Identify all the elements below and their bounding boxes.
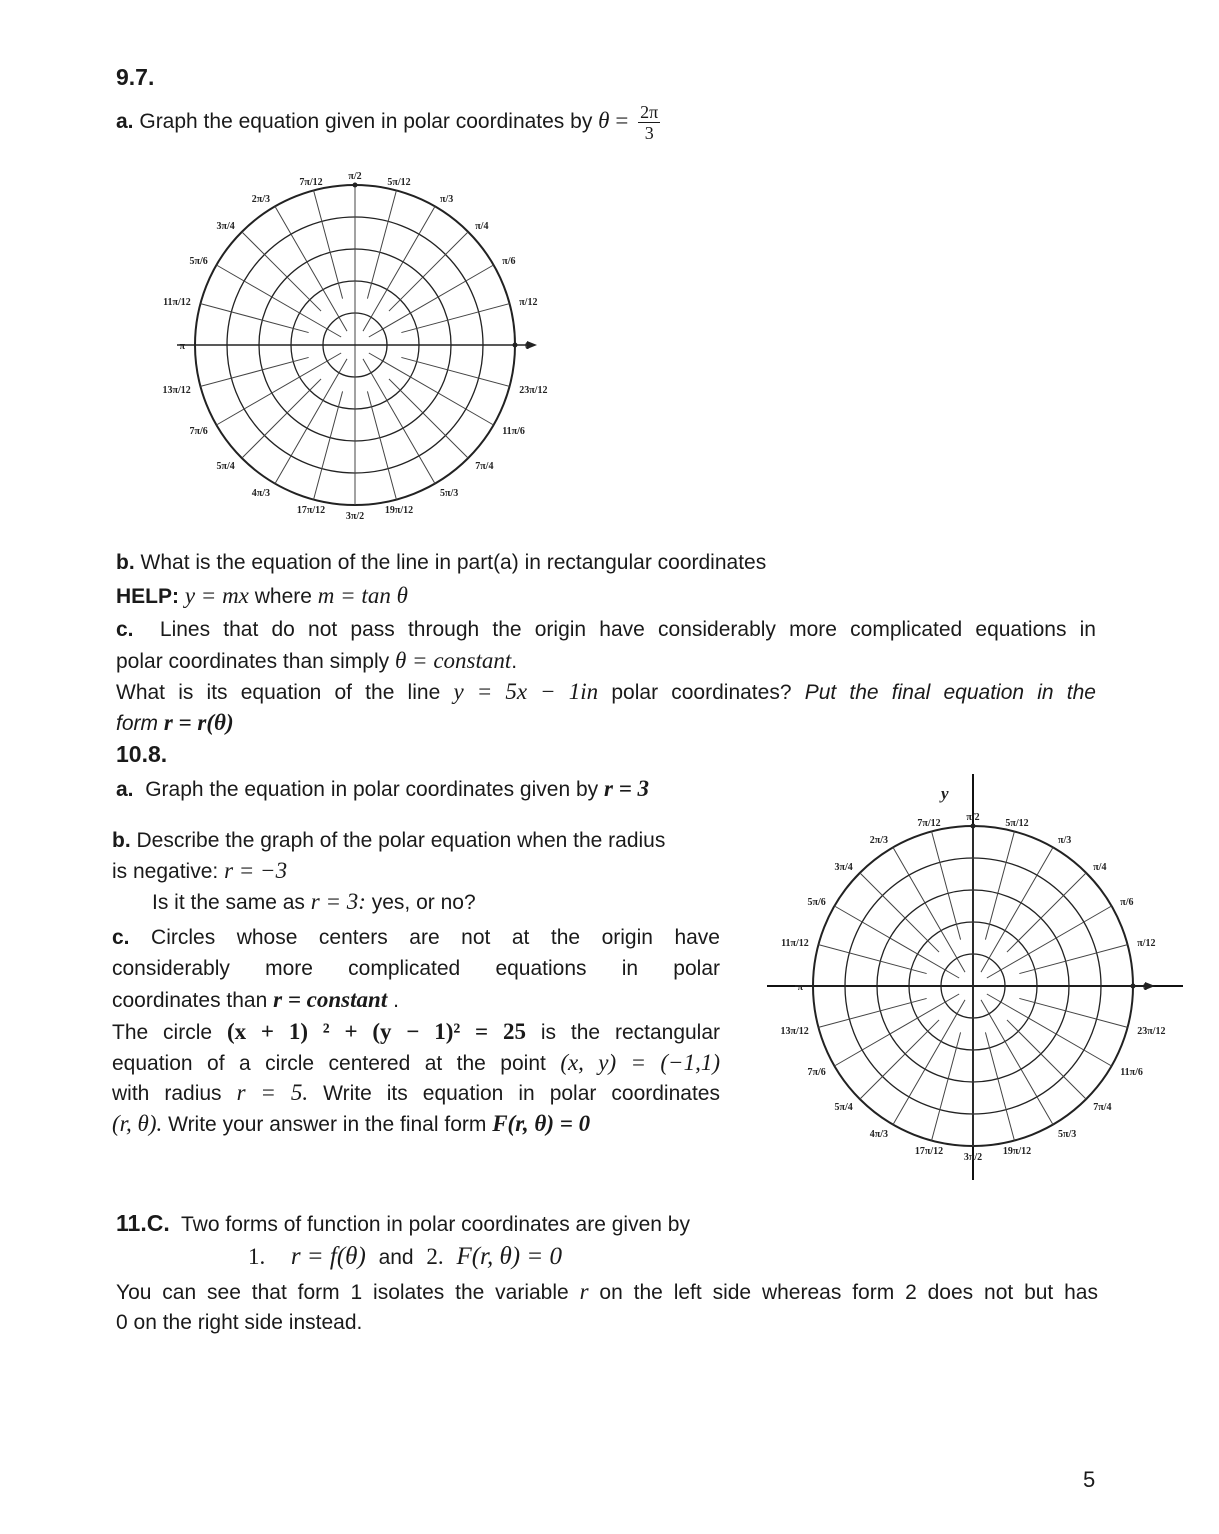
grid-radial-line	[860, 1020, 939, 1099]
p97-c-q4: form	[116, 712, 158, 735]
grid-zero-dot	[1131, 984, 1136, 989]
angle-label: 11π/12	[163, 297, 191, 309]
p108-c-circle2: is the rectangular	[540, 1021, 721, 1044]
angle-label: π/3	[1058, 834, 1072, 846]
p108-part-b-line3	[152, 886, 476, 918]
angle-label: π/2	[966, 812, 980, 823]
p97-a-fraction	[638, 102, 660, 143]
p108-c-line4a: Write your answer in the final form	[168, 1113, 487, 1136]
p108-c-text1: Circles whose centers are not at the origin have	[151, 926, 720, 949]
p108-c-line2-eq: (x, y) = (−1,1)	[560, 1050, 720, 1075]
p11-and: and	[378, 1246, 414, 1269]
angle-label: 7π/12	[917, 817, 941, 829]
angle-label: π/4	[1093, 861, 1107, 873]
angle-label: π/4	[475, 220, 489, 232]
grid-radial-line	[367, 190, 396, 298]
grid-radial-line	[818, 998, 926, 1027]
p97-b-text: What is the equation of the line in part(a) in rectangular coordinates	[140, 551, 767, 574]
grid-top-dot	[971, 824, 976, 829]
angle-label: 5π/12	[387, 176, 411, 188]
grid-radial-line	[401, 304, 509, 333]
p11-text1: Two forms of function in polar coordinates are given by	[181, 1213, 690, 1236]
angle-label: 11π/6	[1120, 1067, 1143, 1078]
angle-label: 7π/6	[807, 1067, 826, 1078]
p97-part-c-line3	[116, 676, 1096, 708]
p108-part-c-line5	[112, 1047, 720, 1079]
angle-label: 3π/4	[216, 220, 235, 232]
p11-text2-r: r	[579, 1279, 589, 1304]
p108-b-text2: is negative:	[112, 860, 219, 883]
angle-label: 5π/3	[440, 488, 459, 500]
p108-part-c-line2: considerably more complicated equations in polar	[112, 957, 720, 980]
p108-a-label: a.	[116, 778, 134, 801]
p97-part-c-line2	[116, 645, 517, 677]
angle-label: 23π/12	[519, 384, 548, 396]
p108-part-c-line7	[112, 1108, 590, 1140]
angle-label: π/12	[1137, 938, 1156, 950]
p97-c-dot: .	[511, 650, 518, 673]
angle-label: 17π/12	[914, 1146, 944, 1158]
angle-label: 2π/3	[869, 834, 888, 846]
angle-label: 7π/12	[299, 176, 323, 188]
p97-c-eq: θ = constant	[395, 648, 512, 673]
p97-a-theta: θ	[598, 108, 610, 134]
p108-part-b-line2	[112, 855, 287, 887]
grid-radial-line	[367, 391, 396, 499]
p108-c-eq: r = constant	[273, 987, 388, 1012]
p108-b-text1: Describe the graph of the polar equation when the radius	[136, 829, 666, 852]
problem-10-8-heading: 10.8.	[116, 741, 168, 767]
grid-radial-line	[401, 357, 509, 386]
p108-part-c-line4	[112, 1016, 720, 1048]
angle-label: 0	[1143, 982, 1148, 993]
angle-label: 5π/4	[216, 461, 235, 473]
p97-a-label: a.	[116, 110, 134, 134]
angle-label: 13π/12	[162, 384, 191, 396]
y-axis-label: y	[941, 784, 949, 803]
grid-radial-line	[860, 873, 939, 952]
angle-label: 3π/4	[834, 861, 853, 873]
p97-c-text1: Lines that do not pass through the origin have considerably more complicated equations in	[159, 618, 1096, 641]
p11-line4: 0 on the right side instead.	[116, 1311, 363, 1334]
p97-c-label: c.	[116, 618, 134, 641]
p108-a-text: Graph the equation in polar coordinates given by	[145, 778, 599, 801]
p11-f2-num: 2.	[426, 1244, 444, 1269]
angle-label: 19π/12	[1002, 1146, 1032, 1158]
p108-part-a	[116, 773, 649, 805]
grid-radial-line	[985, 1032, 1014, 1140]
p97-part-a	[116, 102, 660, 143]
grid-radial-line	[200, 357, 308, 386]
angle-label: 7π/4	[475, 461, 494, 473]
angle-label: 23π/12	[1137, 1025, 1166, 1037]
p97-c-q-form: r = r(θ)	[163, 710, 234, 735]
grid-radial-line	[389, 232, 468, 311]
p97-help	[116, 580, 408, 612]
p97-a-frac-num: 2π	[640, 102, 659, 122]
angle-label: 5π/3	[1058, 1129, 1077, 1141]
angle-label: π/12	[519, 297, 538, 309]
grid-radial-line	[314, 391, 343, 499]
p108-c-line3b: Write its equation in polar coordinates	[323, 1082, 720, 1105]
p108-b-q2: yes, or no?	[371, 891, 476, 914]
p97-help-where: where	[254, 585, 312, 608]
problem-11c-heading: 11.C.	[116, 1210, 170, 1236]
p97-help-eq2: m = tan θ	[317, 583, 408, 608]
p108-c-circle1: The circle	[112, 1021, 213, 1044]
grid-radial-line	[932, 1032, 961, 1140]
p108-b-q-eq: r = 3:	[310, 889, 366, 914]
p108-b-q1: Is it the same as	[152, 891, 305, 914]
p108-part-c-line1	[112, 922, 720, 953]
angle-label: π/6	[502, 256, 516, 267]
angle-label: 5π/6	[189, 256, 208, 267]
angle-label: 7π/6	[189, 426, 208, 437]
p11-forms	[248, 1241, 562, 1273]
p108-c-dot: .	[393, 989, 399, 1012]
angle-label: 4π/3	[251, 488, 270, 500]
p108-c-line2a: equation of a circle centered at the point	[112, 1052, 546, 1075]
grid-radial-line	[314, 190, 343, 298]
p11-f1-eq: r = f(θ)	[290, 1243, 366, 1270]
angle-label: 11π/12	[781, 938, 809, 950]
grid-zero-dot	[513, 343, 518, 348]
angle-label: 3π/2	[345, 511, 365, 522]
grid-top-dot	[353, 183, 358, 188]
p108-c-line3-eq: r = 5.	[236, 1080, 309, 1105]
p108-part-b-line1	[112, 825, 665, 856]
p108-a-eq: r = 3	[604, 776, 650, 801]
grid-radial-line	[242, 232, 321, 311]
p108-b-label: b.	[112, 829, 131, 852]
p11-text2a: You can see that form 1 isolates the variable	[116, 1281, 569, 1304]
p108-part-c-line6	[112, 1077, 720, 1109]
p97-c-q-eq: y = 5x − 1in	[453, 679, 599, 704]
angle-label: 5π/12	[1005, 817, 1029, 829]
angle-label: 5π/4	[834, 1102, 853, 1114]
p11-f1-num: 1.	[248, 1244, 266, 1269]
grid-radial-line	[242, 379, 321, 458]
angle-label: π	[797, 982, 803, 993]
p108-part-c-line3	[112, 984, 399, 1016]
p108-c-label: c.	[112, 926, 130, 949]
angle-label: π/6	[1120, 897, 1134, 908]
p108-c-circle-eq: (x + 1) ² + (y − 1)² = 25	[226, 1019, 526, 1044]
problem-9-7-heading: 9.7.	[116, 64, 155, 90]
p97-c-q2: polar coordinates?	[611, 681, 792, 704]
p97-c-text2: polar coordinates than simply	[116, 650, 390, 673]
angle-label: π/3	[440, 193, 454, 205]
p97-part-b	[116, 547, 766, 578]
angle-label: 11π/6	[502, 426, 525, 437]
p108-c-line4-form: F(r, θ) = 0	[492, 1111, 591, 1136]
p11-line3	[116, 1276, 1098, 1308]
p97-a-equals: =	[615, 108, 629, 134]
angle-label: 2π/3	[251, 193, 270, 205]
angle-label: 13π/12	[780, 1025, 809, 1037]
grid-radial-line	[985, 831, 1014, 939]
angle-label: π	[179, 341, 185, 352]
p108-c-text3: coordinates than	[112, 989, 268, 1012]
grid-radial-line	[389, 379, 468, 458]
page-number: 5	[1083, 1467, 1096, 1492]
polar-grid-10-8[interactable]	[778, 800, 1168, 1170]
angle-label: 3π/2	[963, 1152, 983, 1163]
p97-help-label: HELP:	[116, 585, 179, 608]
angle-label: 0	[525, 341, 530, 352]
grid-radial-line	[1007, 873, 1086, 952]
p97-a-frac-den: 3	[644, 123, 654, 143]
p108-b-eq: r = −3	[224, 858, 288, 883]
p11-line1	[116, 1208, 690, 1240]
p97-c-q3: Put the final equation in the	[804, 681, 1096, 704]
angle-label: 7π/4	[1093, 1102, 1112, 1114]
angle-label: π/2	[348, 171, 362, 182]
p108-c-line4-eq: (r, θ).	[112, 1111, 163, 1136]
p97-part-c-line1	[116, 614, 1096, 645]
angle-label: 4π/3	[869, 1129, 888, 1141]
grid-radial-line	[1019, 945, 1127, 974]
grid-radial-line	[932, 831, 961, 939]
grid-radial-line	[818, 945, 926, 974]
p11-text2b: on the left side whereas form 2 does not but has	[599, 1281, 1098, 1304]
grid-radial-line	[1007, 1020, 1086, 1099]
grid-radial-line	[1019, 998, 1127, 1027]
polar-grid-9-7[interactable]	[160, 160, 550, 530]
p97-a-text: Graph the equation given in polar coordinates by	[139, 110, 593, 134]
angle-label: 5π/6	[807, 897, 826, 908]
angle-label: 17π/12	[296, 505, 326, 517]
p108-c-line3a: with radius	[112, 1082, 222, 1105]
p97-c-q1: What is its equation of the line	[116, 681, 441, 704]
grid-radial-line	[200, 304, 308, 333]
p97-b-label: b.	[116, 551, 135, 574]
p97-part-c-line4	[116, 707, 234, 739]
angle-label: 19π/12	[384, 505, 414, 517]
p97-help-eq1: y = mx	[184, 583, 249, 608]
p11-f2-eq: F(r, θ) = 0	[456, 1243, 562, 1270]
